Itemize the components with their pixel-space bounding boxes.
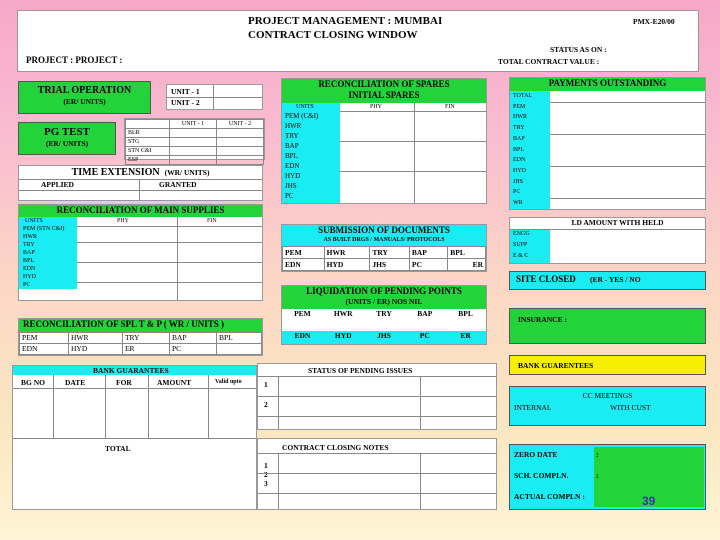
time-extension-title: TIME EXTENSION	[71, 167, 160, 178]
pay-bpl: BPL	[513, 146, 525, 153]
dates-panel	[509, 444, 706, 510]
pg-test-title: PG TEST	[44, 126, 90, 138]
site-closed-sub: (ER - YES / NO	[590, 275, 641, 284]
pay-total: TOTAL	[513, 93, 533, 99]
spl-bpl: BPL	[216, 333, 261, 344]
closing-note-num-3: 3	[264, 479, 268, 488]
document-code: PMX-E20/00	[633, 17, 675, 26]
sub-try: TRY	[370, 247, 410, 259]
pay-bap: BAP	[513, 135, 525, 142]
spares-col-units: UNITS	[296, 104, 314, 110]
spl-bap: BAP	[169, 333, 216, 344]
recon-main-col-units: UNITS	[25, 218, 43, 224]
trial-operation-sub: (ER/ UNITS)	[63, 97, 106, 106]
sub-bpl: BPL	[448, 247, 486, 259]
time-extension-granted: GRANTED	[159, 180, 197, 189]
spares-row-9: PC	[285, 192, 294, 200]
time-extension-sub: (WR/ UNITS)	[164, 168, 210, 177]
liq-er: ER	[460, 331, 471, 340]
insurance-label: INSURANCE :	[518, 315, 567, 324]
recon-main-panel	[18, 204, 263, 301]
spares-row-8: JHS	[285, 182, 297, 190]
spares-row-1: PEM (C&I)	[285, 112, 319, 120]
trial-operation-header	[18, 81, 151, 114]
sub-jhs: JHS	[370, 259, 410, 271]
spl-try: TRY	[122, 333, 169, 344]
trial-unit-2-label: UNIT - 2	[171, 98, 200, 107]
time-extension-panel	[18, 165, 263, 201]
liq-pem: PEM	[294, 309, 311, 318]
recon-spares-subtitle: INITIAL SPARES	[348, 90, 420, 100]
pay-hyd: HYD	[513, 167, 526, 174]
pg-row-stg: STG	[126, 138, 170, 147]
page-title: PROJECT MANAGEMENT : MUMBAI	[248, 15, 443, 27]
recon-main-row-2: HWR	[23, 234, 37, 240]
pg-row-esp: ESP	[126, 156, 170, 165]
liq-pc: PC	[419, 331, 430, 340]
spares-col-phy: PHY	[370, 104, 383, 110]
pg-test-sub: (ER/ UNITS)	[45, 139, 89, 148]
sch-compln-label: SCH. COMPLN.	[514, 471, 569, 480]
closing-note-num-2: 2	[264, 470, 268, 479]
pending-issues-panel	[257, 363, 497, 430]
page-subtitle: CONTRACT CLOSING WINDOW	[248, 29, 418, 41]
sub-pem: PEM	[283, 247, 325, 259]
bg-col-amount: AMOUNT	[157, 378, 192, 387]
spares-row-5: BPL	[285, 152, 298, 160]
cc-meetings-title: CC MEETINGS	[582, 391, 633, 400]
liq-try: TRY	[376, 309, 392, 318]
pg-col-unit-1: UNIT - 1	[170, 120, 217, 129]
recon-main-row-4: BAP	[23, 250, 35, 256]
liq-edn: EDN	[294, 331, 311, 340]
bank-guarantees-right-panel	[509, 355, 706, 375]
sch-compln-sep: :	[596, 471, 599, 480]
actual-compln-label: ACTUAL COMPLN :	[514, 492, 585, 501]
ld-supp: SUPP	[513, 242, 528, 248]
sub-pc: PC	[409, 259, 447, 271]
spares-row-6: EDN	[285, 162, 300, 170]
closing-note-num-1: 1	[264, 461, 268, 470]
spl-hwr: HWR	[68, 333, 122, 344]
bank-guarantees-title: BANK GUARANTEES	[93, 366, 169, 375]
zero-date-sep: :	[596, 450, 599, 459]
recon-main-row-7: HYD	[23, 274, 36, 280]
total-contract-value-label: TOTAL CONTRACT VALUE :	[498, 57, 600, 66]
cc-meetings-panel	[509, 386, 706, 426]
trial-unit-1-label: UNIT - 1	[171, 87, 200, 96]
sub-hyd: HYD	[324, 259, 370, 271]
spl-hyd: HYD	[68, 344, 122, 355]
pay-pem: PEM	[513, 103, 526, 110]
liq-jhs: JHS	[377, 331, 391, 340]
submission-sub: AS BUILT DRGS / MANUALS/ PROTOCOLS	[323, 237, 445, 243]
sub-bap: BAP	[409, 247, 447, 259]
pg-col-unit-2: UNIT - 2	[217, 120, 264, 129]
liq-hyd: HYD	[334, 331, 352, 340]
spares-row-7: HYD	[285, 172, 301, 180]
recon-main-row-3: TRY	[23, 242, 35, 248]
spares-row-2: HWR	[285, 122, 302, 130]
ld-ec: E & C	[513, 253, 529, 259]
sub-er: ER	[448, 259, 486, 271]
recon-main-title: RECONCILIATION OF MAIN SUPPLIES	[19, 205, 262, 217]
spl-pc: PC	[169, 344, 216, 355]
recon-spl-title: RECONCILIATION OF SPL T & P ( WR / UNITS )	[19, 319, 262, 332]
pending-issues-title: STATUS OF PENDING ISSUES	[308, 366, 413, 375]
insurance-panel	[509, 308, 706, 344]
recon-main-row-1: PEM (STN C&I)	[23, 226, 65, 232]
bank-guarantees-right-label: BANK GUARENTEES	[518, 361, 594, 370]
site-closed-label: SITE CLOSED	[516, 274, 576, 284]
submission-panel	[281, 224, 487, 272]
pay-hwr: HWR	[513, 114, 527, 121]
recon-spl-panel	[18, 318, 263, 356]
zero-date-label: ZERO DATE	[514, 450, 558, 459]
pay-pc: PC	[513, 189, 521, 196]
recon-main-row-8: PC	[23, 282, 31, 288]
recon-spares-panel	[281, 78, 487, 204]
pg-test-header	[18, 122, 116, 155]
trial-operation-grid	[166, 84, 263, 110]
bg-col-valid: Valid upto	[215, 379, 242, 385]
cc-internal-label: INTERNAL	[514, 403, 552, 412]
liquidation-panel	[281, 285, 487, 345]
submission-title: SUBMISSION OF DOCUMENTS	[318, 225, 450, 235]
site-closed-panel	[509, 271, 706, 290]
ld-amount-panel	[509, 217, 706, 264]
recon-main-col-fin: FIN	[207, 218, 217, 224]
recon-main-row-5: BPL	[23, 258, 35, 264]
liq-bpl: BPL	[458, 309, 473, 318]
spares-row-4: BAP	[285, 142, 299, 150]
spl-er: ER	[122, 344, 169, 355]
ld-amount-title: LD AMOUNT WITH HELD	[571, 218, 664, 227]
spares-col-fin: FIN	[445, 104, 455, 110]
ld-engg: ENGG	[513, 231, 530, 237]
recon-main-col-phy: PHY	[117, 218, 130, 224]
bg-total-label: TOTAL	[105, 444, 131, 453]
pay-jhs: JHS	[513, 178, 524, 185]
payments-title: PAYMENTS OUTSTANDING	[510, 78, 705, 91]
project-label: PROJECT : PROJECT :	[26, 55, 123, 65]
spl-edn: EDN	[20, 344, 69, 355]
spl-pem: PEM	[20, 333, 69, 344]
pay-try: TRY	[513, 125, 525, 132]
payments-panel	[509, 77, 706, 210]
status-as-on-label: STATUS AS ON :	[550, 45, 607, 54]
pg-test-grid	[124, 118, 265, 163]
bg-col-date: DATE	[65, 378, 86, 387]
cc-with-cust-label: WITH CUST	[610, 403, 651, 412]
pending-issue-num-1: 1	[264, 380, 268, 389]
pg-row-blr: BLR	[126, 129, 170, 138]
liquidation-sub: (UNITS / ER) NOS NIL	[345, 297, 423, 306]
recon-main-row-6: EDN	[23, 266, 36, 272]
liquidation-title: LIQUIDATION OF PENDING POINTS	[306, 286, 462, 296]
closing-notes-panel	[257, 438, 497, 510]
spares-row-3: TRY	[285, 132, 299, 140]
header-panel	[17, 10, 699, 72]
time-extension-applied: APPLIED	[41, 180, 74, 189]
pg-row-stn: STN C&I	[126, 147, 170, 156]
liq-hwr: HWR	[333, 309, 353, 318]
bank-guarantees-panel	[12, 365, 257, 510]
recon-spares-title: RECONCILIATION OF SPARES	[318, 79, 450, 89]
trial-operation-title: TRIAL OPERATION	[37, 85, 132, 96]
sub-hwr: HWR	[324, 247, 370, 259]
pending-issue-num-2: 2	[264, 400, 268, 409]
bg-col-no: BG NO	[21, 378, 45, 387]
sub-edn: EDN	[283, 259, 325, 271]
liq-bap: BAP	[417, 309, 433, 318]
closing-notes-title: CONTRACT CLOSING NOTES	[282, 443, 389, 452]
pay-edn: EDN	[513, 157, 526, 164]
bg-col-for: FOR	[116, 378, 132, 387]
pay-wr: WR	[513, 200, 523, 207]
page-number: 39	[642, 494, 656, 508]
